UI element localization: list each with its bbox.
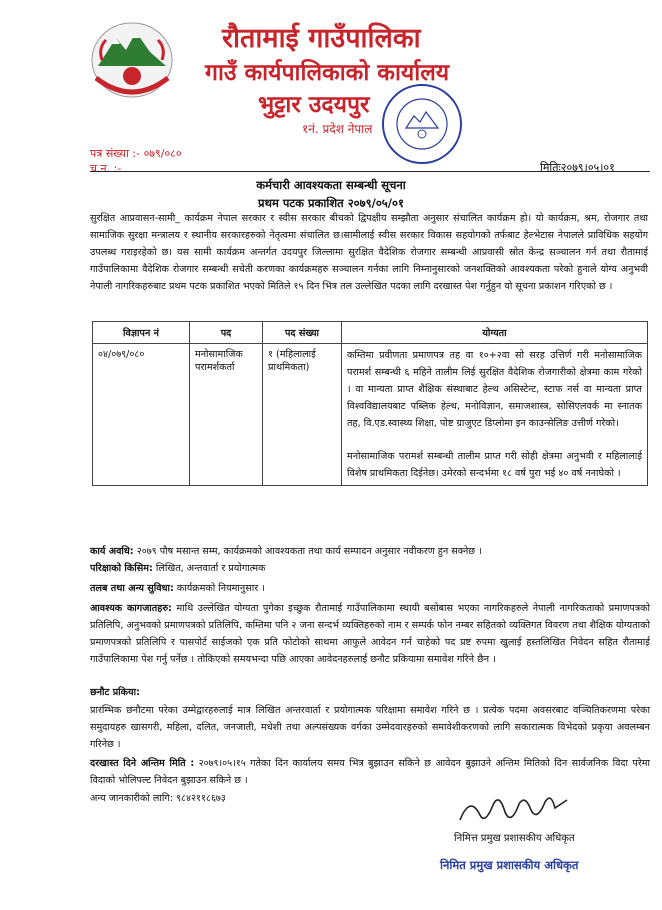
- signatory-title: निमित्त प्रमुख प्रशासकीय अधिकृत: [454, 833, 575, 844]
- header-divider: [90, 171, 650, 172]
- header-count: पद संख्या: [263, 322, 342, 344]
- duration-label: कार्य अवधि:: [90, 546, 134, 557]
- cell-qualification: [342, 344, 648, 486]
- nepal-emblem-icon: [88, 18, 176, 104]
- signatory-stamp: निमित प्रमुख प्रशासकीय अधिकृत: [440, 858, 579, 872]
- salary-line: [90, 580, 265, 597]
- office-location: भुट्टार उदयपुर: [258, 91, 370, 118]
- shortlist-heading: [90, 684, 140, 701]
- letter-date: मितिः२०७९।०५।०१: [540, 161, 615, 174]
- signature-icon: [455, 790, 575, 834]
- contact-line: अन्य जानकारीको लागि: ९८४२११८६७३: [90, 793, 226, 804]
- header-ad-no: विज्ञापन नं: [93, 322, 190, 344]
- deadline-label: दरखास्त दिने अन्तिम मिति :: [90, 758, 195, 769]
- cell-ad-no: ०४/०७९/०८०: [93, 344, 190, 486]
- duration-value: २०७९ पौष मसान्त सम्म, कार्यक्रमको आवश्यकता तथा कार्य सम्पादन अनुसार नवीकरण हुन सक्नेछ ।: [136, 546, 482, 557]
- qualification-text-2: मनोसामाजिक परामर्श सम्बन्धी तालीम प्राप्त गरी सोही क्षेत्रमा अनुभवी र महिलालाई विशेष प्राथमिकता दिईनेछ। उमेरको सन्दर्भमा १८ वर्ष पुरा भई ४० वर्ष ननाघेको ।: [347, 451, 642, 479]
- documents-value: माथि उल्लेखित योग्यता पुगेका इच्छुक रौतामाई गाउँपालिकामा स्थायी बसोबास भएका नागरिकहरुले नेपाली नागरिकताको प्रमाणपत्रको प्रतिलिपि, अनुभवको प्रमाणपत्रको प्रतिलिपि, कम्तिमा पनि २ जना सन्दर्भ व्यक्तिहरुको नाम र सम्पर्क फोन नम्बर सहितको व्यक्तिगत विवरण तथा शैक्षिक योग्यताको प्रमाणपत्रको प्रतिलिपि र पासपोर्ट साईजको एक प्रति फोटोको साथमा आफुले आवेदन गर्न चाहेको पद प्रष्ट रुपमा खुलाई हस्तलिखित निवेदन सहित रौतामाई गाउँपालिकामा पेश गर्नु पर्नेछ । तोकिएको समयभन्दा पछि आएका आवेदनहरुलाई छनौट प्रकियामा समावेश गरिने छैन ।: [90, 603, 650, 665]
- municipality-name: रौतामाई गाउँपालिका: [222, 23, 421, 54]
- salary-value: कार्यक्रमको नियमानुसार ।: [176, 583, 265, 594]
- office-seal-icon: [380, 82, 464, 170]
- header-qualification: योग्यता: [342, 322, 648, 344]
- exam-label: परिक्षाको किसिम:: [90, 563, 153, 574]
- reference-number: पत्र संख्या :- ०७९/०८०: [90, 147, 182, 160]
- deadline-value: २०७९।०५।१५ गतेका दिन कार्यालय समय भित्र बुझाउन सकिने छ आवेदन बुझाउने अन्तिम मितिको दिन सार्वजनिक विदा परेमा विदाको भोलिपल्ट निवेदन बुझाउन सकिने छ ।: [90, 758, 650, 786]
- duration-line: [90, 543, 650, 560]
- table-header-row: [93, 322, 648, 344]
- qualification-text-1: कम्तिमा प्रवीणता प्रमाणपत्र तह वा १०+२वा सो सरह उत्तिर्ण गरी मनोसामाजिक परामर्श सम्बन्धी ६ महिने तालीम लिई सुरक्षित वैदेशिक रोजगारीको क्षेत्रमा काम गरेको । वा मान्यता प्राप्त शैक्षिक संस्थाबाट हेल्थ असिस्टेन्ट, स्टाफ नर्स वा मान्यता प्राप्त विश्वविद्यालयबाट पब्लिक हेल्थ, मनोविज्ञान, समाजशास्त्र, सोसिएलवर्क मा स्नातक तह, वि.एड.स्वास्थ्य शिक्षा, पोष्ट ग्राजुएट डिप्लोमा इन काउन्सेलिङ उत्तीर्ण गरेको।: [347, 350, 642, 429]
- salary-label: तलब तथा अन्य सुविधा:: [90, 583, 174, 594]
- dispatch-number: च.न. :-: [90, 162, 122, 175]
- intro-paragraph: सुरक्षित आप्रवासन-सामी_ कार्यक्रम नेपाल सरकार र स्वीस सरकार बीचको द्विपक्षीय सम्झौता अनुसार संचालित कार्यक्रम हो। यो कार्यक्रम, श्रम, रोजगार तथा सामाजिक सुरक्षा मन्त्रालय र स्थानीय सरकारहरुको नेतृत्वमा संचालित छ।सामीलाई स्वीस सरकार विकास सहयोगको तर्फबाट हेल्भेटास नेपालले प्राविधिक सहयोग उपलब्ध गराइरहेको छ। यस सामी कार्यक्रम अन्तर्गत उदयपुर जिल्लामा सुरक्षित वैदेशिक रोजगार सम्बन्धी आप्रवासी स्रोत केन्द्र सञ्चालन गर्न तथा रौतामाई गाउँपालिकामा वैदेशिक रोजगार सम्बन्धी सचेती करणका कार्यक्रमहरु सञ्चालन गर्नका लागि निम्नानुसारको जनशक्तिको आवश्यकता परेको हुनाले योग्य अनुभवी नेपाली नागरिकहरुबाट प्रथम पटक प्रकाशित भएको मितिले १५ दिन भित्र तल उल्लेखित पदका लागि दरखास्त पेश गर्नुहुन यो सूचना प्रकाशन गरिएको छ ।: [90, 213, 648, 292]
- exam-value: लिखित, अन्तवार्ता र प्रयोगात्मक: [155, 563, 266, 574]
- cell-post: मनोसामाजिक परामर्शकर्ता: [190, 344, 263, 486]
- header-post: पद: [190, 322, 263, 344]
- notice-title: कर्मचारी आवश्यकता सम्बन्धी सूचना: [256, 178, 406, 192]
- cell-count: १ (महिलालाई प्राथमिकता): [263, 344, 342, 486]
- table-row: [93, 344, 648, 486]
- documents-paragraph: [90, 600, 650, 668]
- shortlist-paragraph: प्रारम्भिक छनौटमा परेका उम्मेद्वारहरुलाई मात्र लिखित अन्तरवार्ता र प्रयोगात्मक परिक्षामा समावेश गरिने छ । प्रत्येक पदमा अवसरबाट वञ्चितिकरणमा परेका समुदायहरु खासगरी, महिला, दलित, जनजाती, मधेशी तथा अल्पसंख्यक वर्गका उम्मेदवारहरुको समावेशीकरणको लागि सकारात्मक विभेदको प्रकृया अवलम्बन गरिनेछ ।: [90, 705, 650, 750]
- office-name: गाउँ कार्यपालिकाको कार्यालय: [205, 59, 450, 86]
- province-name: १नं. प्रदेश नेपाल: [302, 122, 373, 136]
- shortlist-label: छनौट प्रकिया:: [90, 687, 140, 698]
- exam-line: [90, 560, 266, 577]
- deadline-paragraph: [90, 755, 650, 789]
- vacancy-table: [92, 321, 648, 486]
- notice-subtitle: प्रथम पटक प्रकाशित २०७९/०५/०१: [258, 196, 404, 210]
- documents-label: आवश्यक कागजातहरु:: [90, 603, 172, 614]
